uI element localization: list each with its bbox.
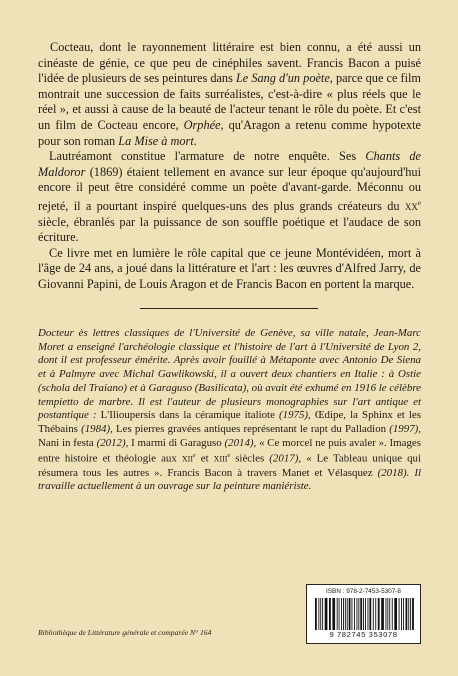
barcode-bar — [318, 598, 319, 630]
film-title-orphee: Orphée — [183, 117, 221, 132]
bio-work-nani: Nani in festa — [38, 436, 94, 449]
bio-work-morcel-end: siècles — [230, 452, 265, 465]
work-title-chants-maldoror: Chants de Maldoror — [38, 149, 421, 179]
barcode-bar — [343, 598, 344, 630]
blurb-p1-part-a: Cocteau, dont le rayonnement littéraire est bien connu, a été aussi un cinéaste de génie, ce que peu de cinéphiles savent. Francis Bacon a puisé l'idée de plusieurs de ses peintures dans — [38, 40, 421, 86]
author-bio — [38, 327, 421, 494]
barcode-bar — [345, 598, 346, 630]
bio-work-morcel: « Ce morcel ne puis avaler ». Images entre histoire et théologie aux — [38, 436, 421, 465]
blurb-p2-part-c: siècle, ébranlés par la puissance de son souffle poétique et l'audace de son écriture. — [38, 214, 421, 245]
blurb-p1-part-b: , parce que ce film montrait une succession de faits surréalistes, c'est-à-dire « plus réels que le réel », et aussi à cause de la beauté de l'acteur tenant le rôle du poète. Et c'est un film de Cocteau encore, — [38, 71, 421, 132]
barcode-bar — [408, 598, 409, 630]
blurb-p2-part-a: Lautréamont constitue l'armature de notre enquête. Ses — [49, 149, 366, 164]
century-numeral: xx — [404, 199, 418, 214]
bio-century-13: xiii — [213, 452, 228, 465]
barcode-bar — [329, 598, 331, 630]
barcode-bar — [403, 598, 404, 630]
barcode-bar — [320, 598, 321, 630]
barcode-bar — [339, 598, 340, 630]
isbn-number: ISBN : 978-2-7453-5307-8 — [326, 588, 401, 595]
barcode-bar — [349, 598, 351, 630]
barcode-bar — [381, 598, 384, 630]
film-title-sang-poete: Le Sang d'un poète — [235, 71, 330, 86]
bio-work-pierres-gravees: Les pierres gravées antiques représentant le rapt du Palladion — [115, 422, 387, 435]
ean-digits: 9 782745 353078 — [329, 630, 398, 639]
barcode-bar — [373, 598, 374, 630]
section-divider — [140, 308, 318, 309]
barcode-bar — [368, 598, 369, 630]
bio-work-morcel-mid: et — [195, 452, 214, 465]
barcode-bar — [363, 598, 364, 630]
barcode-bar — [332, 598, 335, 630]
barcode-bar — [399, 598, 400, 630]
barcode-bar — [341, 598, 342, 630]
barcode-bar — [394, 598, 397, 630]
bio-century-12: xii — [181, 452, 193, 465]
barcode-bar — [375, 598, 376, 630]
bio-work-tableau-unique: « Le Tableau unique qui résumera tous les autres ». Francis Bacon à travers Manet et Vélasquez — [38, 452, 422, 479]
author-bio-paragraph — [38, 327, 421, 494]
barcode-bar — [392, 598, 393, 630]
barcode-bar — [360, 598, 362, 630]
barcode-bar — [325, 598, 328, 630]
barcode-bar — [365, 598, 366, 630]
novel-title-mise-a-mort: La Mise à mort — [118, 133, 194, 148]
blurb-paragraph-2 — [38, 149, 421, 246]
barcode-bar — [358, 598, 359, 630]
barcode-bar — [387, 598, 388, 630]
barcode-bar — [401, 598, 402, 630]
barcode-bar — [347, 598, 348, 630]
barcode-bar — [315, 598, 317, 630]
bio-closing: (2018). Il travaille actuellement à un ouvrage sur la peinture maniériste. — [38, 466, 421, 493]
bio-part-1: Docteur ès lettres classiques de l'Université de Genève, sa ville natale, Jean-Marc Moret a enseigné l'archéologie classique et l'histoire de l'art à l'Université de Lyon 2, dont il est professeur émérite. Après avoir fouillé à Métaponte avec Antonio De Siena et à Palmyre avec Michal Gawlikowski, il a ouvert deux chantiers en Italie : à Ostie (schola del Traiano) et à Garaguso (Basilicata), où avait été exhumé en 1916 le célèbre tempietto de marbre. Il est l'auteur de plusieurs monographies sur l'art antique et postantique : — [38, 327, 421, 422]
barcode-bar — [352, 598, 353, 630]
blurb-paragraph-3: Ce livre met en lumière le rôle capital que ce jeune Montévidéen, mort à l'âge de 24 ans, a joué dans la littérature et l'art : les œuvres d'Alfred Jarry, de Giovanni Papini, de Louis Aragon et de Francis Bacon en portent la marque. — [38, 245, 421, 291]
blurb-p1-part-d: . — [193, 133, 197, 148]
barcode-bar — [406, 598, 408, 630]
bio-century-13-sup: e — [227, 453, 231, 460]
barcode-bar — [357, 598, 358, 630]
barcode-bar — [354, 598, 355, 630]
blurb-paragraph-1 — [38, 40, 421, 149]
barcode-bar — [337, 598, 338, 630]
barcode-bar — [386, 598, 387, 630]
bio-year-1975: (1975), — [274, 409, 315, 422]
blurb-p2-part-b: (1869) étaient tellement en avance sur leur époque qu'aujourd'hui encore il peut être considéré comme un poète d'avant-garde. Méconnu ou rejeté, il a pourtant inspiré quelques-uns des plus grands créateurs du — [38, 164, 421, 214]
bio-year-1997: (1997), — [386, 422, 421, 435]
barcode-bar — [412, 598, 414, 630]
blurb-text — [38, 40, 421, 293]
bio-work-marmi: I marmi di Garaguso — [131, 436, 222, 449]
bio-work-oedipe: Œdipe, la Sphinx et les Thébains — [38, 409, 421, 435]
bio-century-12-sup: e — [193, 453, 196, 460]
blurb-p1-part-c: , qu'Aragon a retenu comme hypotexte pour son roman — [38, 117, 421, 148]
barcode-bar — [369, 598, 371, 630]
bio-year-2014: (2014), — [221, 436, 260, 449]
century-superscript: e — [417, 198, 421, 207]
barcode-bar — [322, 598, 323, 630]
isbn-barcode — [306, 584, 421, 644]
barcode-bar — [389, 598, 390, 630]
bio-year-2012: (2012), — [93, 436, 132, 449]
barcode-bar — [410, 598, 411, 630]
bio-work-ilioupersis: L'Ilioupersis dans la céramique italiote — [100, 409, 275, 422]
barcode-bars — [315, 598, 414, 630]
bio-year-2017: (2017), — [264, 452, 307, 465]
series-line: Bibliothèque de Littérature générale et comparée N° 164 — [38, 628, 212, 637]
bio-year-1984: (1984), — [77, 422, 116, 435]
barcode-bar — [378, 598, 380, 630]
